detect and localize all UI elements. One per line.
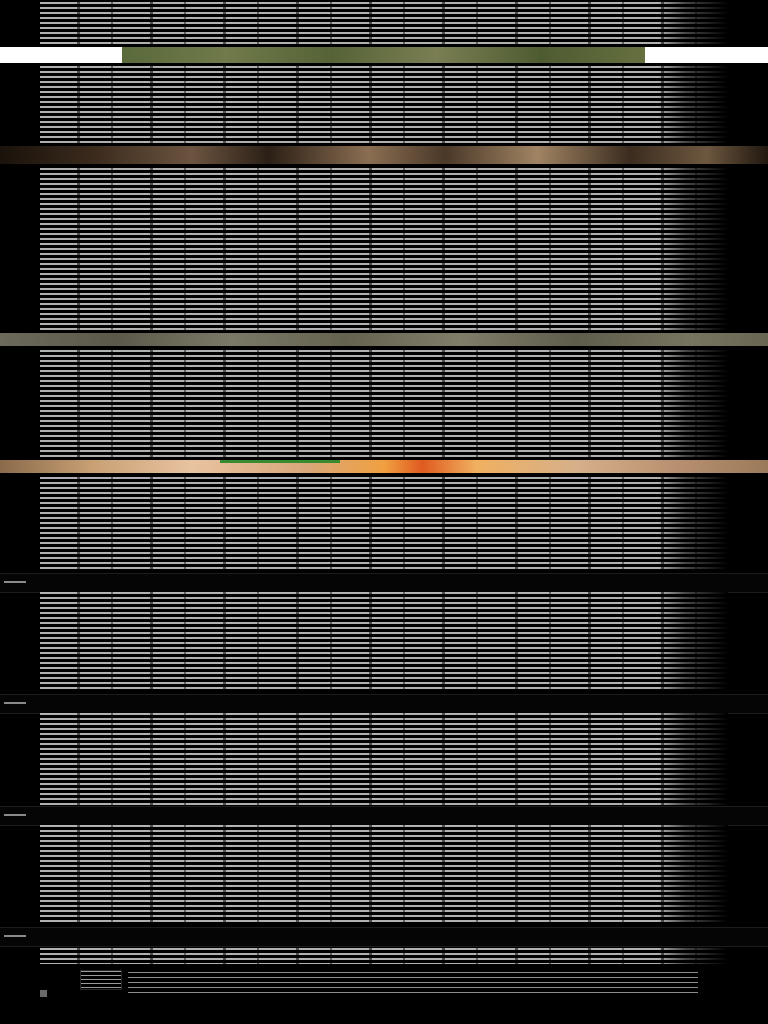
photo-strip-2 bbox=[0, 333, 768, 346]
section-4-text bbox=[40, 477, 728, 571]
section-7-text bbox=[40, 825, 728, 925]
section-1-text bbox=[40, 66, 728, 144]
divider-marker bbox=[4, 814, 26, 816]
section-5-text bbox=[40, 592, 728, 692]
section-divider-2 bbox=[0, 694, 768, 714]
photo-strip-1 bbox=[0, 146, 768, 164]
section-8-text bbox=[40, 948, 728, 964]
section-3-text bbox=[40, 350, 728, 457]
section-divider-1 bbox=[0, 573, 768, 593]
divider-marker bbox=[4, 581, 26, 583]
banner-image bbox=[0, 47, 768, 63]
section-divider-4 bbox=[0, 927, 768, 947]
section-divider-3 bbox=[0, 806, 768, 826]
section-6-text bbox=[40, 713, 728, 805]
footer-button[interactable] bbox=[80, 970, 122, 990]
header-text-block bbox=[40, 2, 728, 44]
section-2-text bbox=[40, 168, 728, 330]
banner-photo bbox=[122, 47, 645, 63]
square-icon bbox=[40, 990, 47, 997]
footer-text bbox=[128, 972, 698, 994]
divider-marker bbox=[4, 935, 26, 937]
photo-strip-3 bbox=[0, 460, 768, 473]
divider-marker bbox=[4, 702, 26, 704]
